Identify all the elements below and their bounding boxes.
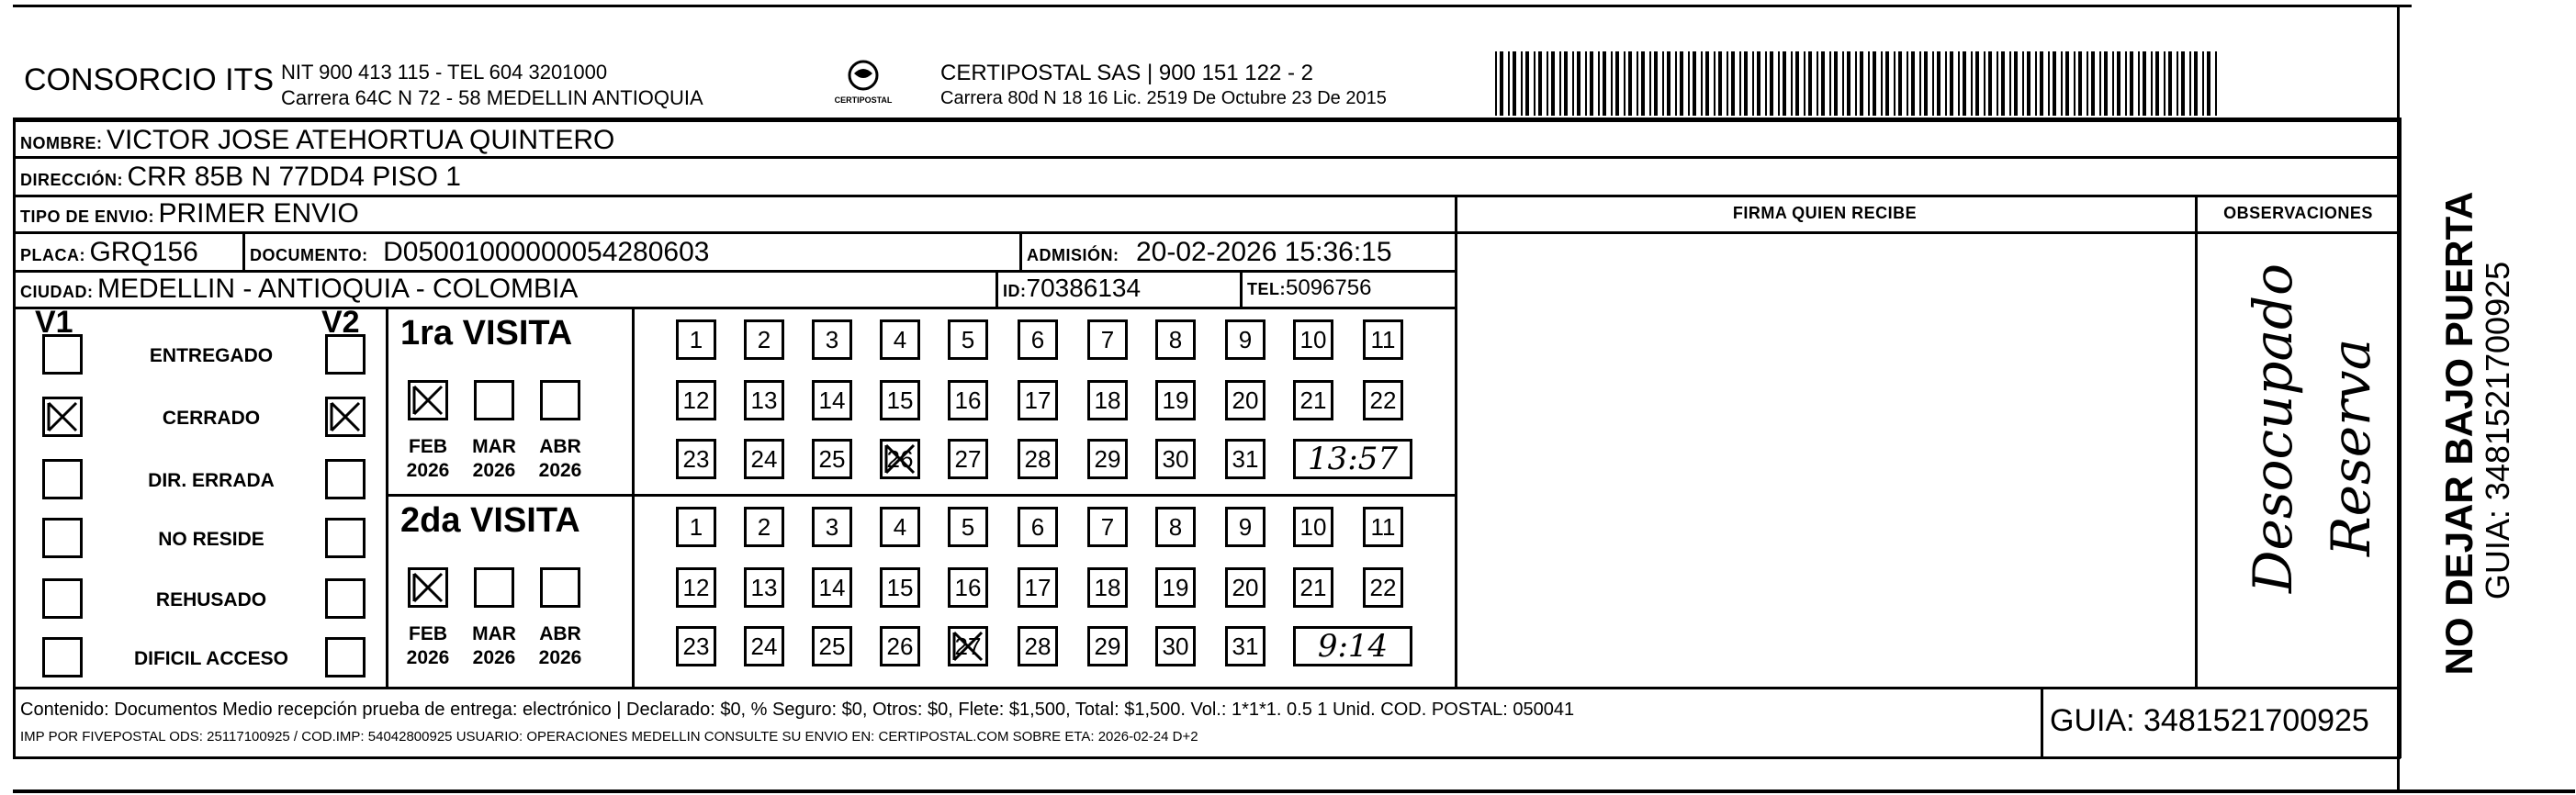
barcode-bar <box>1598 51 1600 116</box>
day-box[interactable]: 10 <box>1293 507 1333 547</box>
day-box[interactable]: 2 <box>744 507 784 547</box>
day-box[interactable]: 8 <box>1155 319 1196 360</box>
nombre-value: VICTOR JOSE ATEHORTUA QUINTERO <box>106 125 615 155</box>
nombre-row <box>20 125 614 156</box>
company-name: CONSORCIO ITS <box>24 62 275 97</box>
observaciones-word-1: Desocupado <box>2242 263 2304 593</box>
month-year: 2026 <box>538 647 582 668</box>
day-box[interactable]: 3 <box>812 319 852 360</box>
day-box[interactable]: 29 <box>1087 626 1128 666</box>
month-checkbox[interactable] <box>474 380 514 420</box>
barcode-bar <box>1603 51 1606 116</box>
day-box[interactable]: 15 <box>880 567 920 608</box>
barcode-bar <box>2189 51 2191 116</box>
x-mark-icon <box>411 383 445 418</box>
barcode-bar <box>2112 51 2114 116</box>
barcode-bar <box>1821 51 1825 116</box>
barcode-bar <box>1770 51 1773 116</box>
day-box[interactable]: 23 <box>676 439 716 479</box>
barcode-bar <box>2009 51 2011 116</box>
observaciones-word-2: Reserva <box>2320 338 2382 556</box>
barcode-bar <box>2104 51 2108 116</box>
barcode-bar <box>2035 51 2037 116</box>
placa-row <box>20 237 198 268</box>
day-box[interactable]: 15 <box>880 380 920 420</box>
footer-contenido: Contenido: Documentos Medio recepción prueba de entrega: electrónico | Declarado: $0, % Seguro: $0, Otros: $0, Flete: $1,500, Total: $1,500. Vol.: 1*1*1. 0.5 1 Unid. COD. POSTAL: 050041 <box>20 700 1575 720</box>
barcode-bar <box>1662 51 1664 116</box>
side-guia: GUIA: 3481521700925 <box>2479 261 2516 600</box>
ciudad-row <box>20 274 578 305</box>
day-box[interactable]: 14 <box>812 380 852 420</box>
day-box[interactable]: 30 <box>1155 439 1196 479</box>
month-year: 2026 <box>472 460 516 481</box>
barcode-bar <box>1680 51 1683 116</box>
day-box[interactable]: 30 <box>1155 626 1196 666</box>
month-label <box>405 435 451 483</box>
v2-checkbox[interactable] <box>325 459 366 499</box>
barcode-bar <box>2065 51 2069 116</box>
day-box[interactable]: 12 <box>676 380 716 420</box>
tel-row <box>1247 275 1371 301</box>
day-box[interactable]: 6 <box>1018 319 1058 360</box>
barcode-bar <box>1919 51 1921 116</box>
day-box[interactable]: 11 <box>1363 507 1403 547</box>
barcode-bar <box>2194 51 2198 116</box>
barcode-bar <box>1714 51 1715 116</box>
barcode-bar <box>1860 51 1863 116</box>
day-box[interactable]: 7 <box>1087 507 1128 547</box>
month-label <box>537 622 583 670</box>
barcode-bar <box>1817 51 1818 116</box>
month-label <box>471 435 517 483</box>
barcode-bar <box>1718 51 1722 116</box>
barcode-bar <box>1783 51 1786 116</box>
day-box[interactable]: 19 <box>1155 380 1196 420</box>
barcode-bar <box>2048 51 2050 116</box>
barcode-bar <box>1675 51 1677 116</box>
day-box[interactable]: 14 <box>812 567 852 608</box>
barcode-bar <box>1637 51 1638 116</box>
barcode-bar <box>2202 51 2204 116</box>
barcode-bar <box>1778 51 1780 116</box>
day-box[interactable]: 22 <box>1363 567 1403 608</box>
footer-guia: GUIA: 3481521700925 <box>2050 703 2369 738</box>
barcode-bar <box>1538 51 1542 116</box>
barcode-bar <box>1795 51 1799 116</box>
admision-row <box>1027 237 1392 268</box>
barcode-bar <box>1958 51 1960 116</box>
barcode-bar <box>1731 51 1735 116</box>
time-box[interactable] <box>1293 439 1412 479</box>
barcode-bar <box>1881 51 1883 116</box>
month-name: ABR <box>539 436 581 457</box>
barcode-bar <box>1744 51 1748 116</box>
status-label: DIFICIL ACCESO <box>133 648 288 669</box>
barcode-bar <box>2151 51 2153 116</box>
barcode-bar <box>2074 51 2075 116</box>
barcode-bar <box>2155 51 2159 116</box>
day-box[interactable]: 5 <box>948 507 988 547</box>
barcode-bar <box>1868 51 1870 116</box>
day-box[interactable]: 27 <box>948 439 988 479</box>
day-box[interactable]: 11 <box>1363 319 1403 360</box>
barcode-bar <box>2143 51 2146 116</box>
day-box[interactable]: 25 <box>812 439 852 479</box>
visit-title: 1ra VISITA <box>400 314 573 353</box>
v2-header: V2 <box>321 305 360 340</box>
month-checkbox[interactable] <box>408 567 448 608</box>
month-name: ABR <box>539 623 581 644</box>
day-box[interactable]: 1 <box>676 319 716 360</box>
tipo-label: TIPO DE ENVIO: <box>20 207 155 226</box>
barcode-bar <box>1842 51 1844 116</box>
barcode-bar <box>2078 51 2082 116</box>
barcode-bar <box>1808 51 1812 116</box>
day-box[interactable]: 26 <box>880 626 920 666</box>
barcode-bar <box>1547 51 1548 116</box>
barcode-bar <box>1873 51 1876 116</box>
time-box[interactable] <box>1293 626 1412 666</box>
barcode-bar <box>1924 51 1928 116</box>
barcode-bar <box>1551 51 1555 116</box>
x-mark-icon <box>45 399 80 434</box>
barcode-bar <box>1577 51 1580 116</box>
barcode-bar <box>1804 51 1805 116</box>
day-box[interactable]: 5 <box>948 319 988 360</box>
status-label: DIR. ERRADA <box>148 470 275 491</box>
day-box[interactable]: 8 <box>1155 507 1196 547</box>
barcode <box>1495 51 2221 116</box>
barcode-bar <box>1829 51 1831 116</box>
tipo-value: PRIMER ENVIO <box>158 198 359 229</box>
direccion-row <box>20 162 461 193</box>
direccion-value: CRR 85B N 77DD4 PISO 1 <box>127 162 461 192</box>
barcode-bar <box>1765 51 1767 116</box>
barcode-bar <box>1585 51 1587 116</box>
barcode-bar <box>1688 51 1690 116</box>
barcode-bar <box>1855 51 1857 116</box>
documento-label: DOCUMENTO: <box>250 246 368 264</box>
barcode-bar <box>1649 51 1651 116</box>
barcode-bar <box>1885 51 1889 116</box>
barcode-bar <box>1950 51 1953 116</box>
day-box[interactable]: 4 <box>880 319 920 360</box>
month-checkbox[interactable] <box>474 567 514 608</box>
day-box[interactable]: 17 <box>1018 380 1058 420</box>
barcode-bar <box>1628 51 1632 116</box>
day-box[interactable]: 17 <box>1018 567 1058 608</box>
day-box[interactable]: 24 <box>744 439 784 479</box>
barcode-bar <box>1791 51 1793 116</box>
day-box[interactable]: 25 <box>812 626 852 666</box>
barcode-bar <box>1572 51 1574 116</box>
courier-line1: CERTIPOSTAL SAS | 900 151 122 - 2 <box>940 61 1313 85</box>
ciudad-value: MEDELLIN - ANTIOQUIA - COLOMBIA <box>96 274 579 304</box>
tipo-row <box>20 198 359 230</box>
barcode-bar <box>1667 51 1670 116</box>
day-box[interactable]: 19 <box>1155 567 1196 608</box>
barcode-bar <box>1975 51 1979 116</box>
v1-checkbox[interactable] <box>42 459 83 499</box>
v2-checkbox[interactable] <box>325 637 366 677</box>
v2-checkbox[interactable] <box>325 334 366 375</box>
day-box[interactable]: 1 <box>676 507 716 547</box>
barcode-bar <box>1757 51 1760 116</box>
placa-value: GRQ156 <box>89 237 198 267</box>
barcode-bar <box>2130 51 2133 116</box>
v1-checkbox[interactable] <box>42 518 83 558</box>
month-label <box>405 622 451 670</box>
month-name: MAR <box>472 436 516 457</box>
month-year: 2026 <box>406 460 450 481</box>
month-checkbox[interactable] <box>540 380 580 420</box>
day-box[interactable]: 29 <box>1087 439 1128 479</box>
barcode-bar <box>1611 51 1613 116</box>
barcode-bar <box>2207 51 2210 116</box>
day-box[interactable]: 24 <box>744 626 784 666</box>
barcode-bar <box>1997 51 1998 116</box>
barcode-bar <box>1564 51 1568 116</box>
barcode-bar <box>1945 51 1947 116</box>
day-box[interactable]: 4 <box>880 507 920 547</box>
day-box[interactable]: 16 <box>948 567 988 608</box>
direccion-label: DIRECCIÓN: <box>20 171 123 189</box>
documento-row <box>250 237 709 268</box>
day-box[interactable]: 10 <box>1293 319 1333 360</box>
barcode-bar <box>2053 51 2056 116</box>
handwritten-time: 9:14 <box>1317 628 1389 665</box>
ciudad-label: CIUDAD: <box>20 283 94 301</box>
month-checkbox[interactable] <box>540 567 580 608</box>
barcode-bar <box>2027 51 2030 116</box>
barcode-bar <box>1654 51 1658 116</box>
day-box[interactable]: 21 <box>1293 567 1333 608</box>
barcode-bar <box>1525 51 1529 116</box>
day-box[interactable]: 28 <box>1018 626 1058 666</box>
company-line2: Carrera 64C N 72 - 58 MEDELLIN ANTIOQUIA <box>281 86 703 109</box>
barcode-bar <box>2091 51 2095 116</box>
v1-checkbox[interactable] <box>42 637 83 677</box>
day-box[interactable]: 13 <box>744 567 784 608</box>
x-mark-icon <box>951 629 985 664</box>
logo-text: CERTIPOSTAL <box>834 95 893 105</box>
v1-checkbox[interactable] <box>42 578 83 619</box>
day-box[interactable]: 28 <box>1018 439 1058 479</box>
barcode-bar <box>2181 51 2185 116</box>
barcode-bar <box>2168 51 2172 116</box>
v2-checkbox[interactable] <box>325 518 366 558</box>
barcode-bar <box>1937 51 1940 116</box>
barcode-bar <box>1508 51 1510 116</box>
placa-label: PLACA: <box>20 246 85 264</box>
month-label <box>537 435 583 483</box>
barcode-bar <box>2099 51 2101 116</box>
courier-line2: Carrera 80d N 18 16 Lic. 2519 De Octubre 23 De 2015 <box>940 88 1387 108</box>
tel-label: TEL: <box>1247 280 1286 298</box>
day-box[interactable]: 6 <box>1018 507 1058 547</box>
month-name: MAR <box>472 623 516 644</box>
barcode-bar <box>1739 51 1741 116</box>
barcode-bar <box>2164 51 2165 116</box>
barcode-bar <box>2138 51 2140 116</box>
barcode-bar <box>1495 51 1497 116</box>
day-box[interactable]: 12 <box>676 567 716 608</box>
day-box[interactable]: 23 <box>676 626 716 666</box>
v1-checkbox[interactable] <box>42 334 83 375</box>
month-name: FEB <box>409 623 447 644</box>
barcode-bar <box>1693 51 1696 116</box>
x-mark-icon <box>883 442 917 476</box>
barcode-bar <box>2087 51 2088 116</box>
documento-value: D05001000000054280603 <box>383 237 710 267</box>
id-value: 70386134 <box>1026 274 1142 302</box>
id-row <box>1003 274 1141 303</box>
admision-label: ADMISIÓN: <box>1027 246 1119 264</box>
barcode-bar <box>1590 51 1593 116</box>
status-label: REHUSADO <box>155 589 267 610</box>
day-box[interactable]: 26 <box>880 439 920 479</box>
barcode-bar <box>1624 51 1625 116</box>
barcode-bar <box>1513 51 1516 116</box>
status-label: CERRADO <box>162 408 261 429</box>
barcode-bar <box>1727 51 1728 116</box>
month-name: FEB <box>409 436 447 457</box>
footer-imp: IMP POR FIVEPOSTAL ODS: 25117100925 / COD.IMP: 54042800925 USUARIO: OPERACIONES MEDELLIN CONSULTE SU ENVIO EN: CERTIPOSTAL.COM SOBRE ETA: 2026-02-24 D+2 <box>20 729 1198 745</box>
day-box[interactable]: 18 <box>1087 567 1128 608</box>
barcode-bar <box>1911 51 1915 116</box>
day-box[interactable]: 31 <box>1225 439 1266 479</box>
day-box[interactable]: 31 <box>1225 626 1266 666</box>
day-box[interactable]: 20 <box>1225 380 1266 420</box>
barcode-bar <box>1534 51 1535 116</box>
barcode-bar <box>1500 51 1503 116</box>
month-year: 2026 <box>538 460 582 481</box>
barcode-bar <box>1705 51 1709 116</box>
barcode-bar <box>2014 51 2018 116</box>
visit-title: 2da VISITA <box>400 501 580 540</box>
barcode-bar <box>2177 51 2178 116</box>
day-box[interactable]: 9 <box>1225 319 1266 360</box>
barcode-bar <box>2061 51 2063 116</box>
day-box[interactable]: 9 <box>1225 507 1266 547</box>
day-box[interactable]: 16 <box>948 380 988 420</box>
month-label <box>471 622 517 670</box>
barcode-bar <box>1559 51 1561 116</box>
day-box[interactable]: 20 <box>1225 567 1266 608</box>
company-line1: NIT 900 413 115 - TEL 604 3201000 <box>281 61 608 84</box>
month-checkbox[interactable] <box>408 380 448 420</box>
barcode-bar <box>1847 51 1850 116</box>
barcode-bar <box>2117 51 2120 116</box>
side-warning: NO DEJAR BAJO PUERTA <box>2437 191 2480 676</box>
barcode-bar <box>1971 51 1973 116</box>
barcode-bar <box>2125 51 2127 116</box>
observaciones-header: OBSERVACIONES <box>2223 204 2373 222</box>
day-box[interactable]: 13 <box>744 380 784 420</box>
id-label: ID: <box>1003 282 1027 300</box>
status-label: ENTREGADO <box>149 345 274 366</box>
barcode-bar <box>2001 51 2005 116</box>
barcode-bar <box>1898 51 1902 116</box>
v2-checkbox[interactable] <box>325 578 366 619</box>
admision-value: 20-02-2026 15:36:15 <box>1135 237 1392 267</box>
handwritten-time: 13:57 <box>1308 441 1398 477</box>
day-box[interactable]: 2 <box>744 319 784 360</box>
barcode-bar <box>2022 51 2024 116</box>
barcode-bar <box>1963 51 1966 116</box>
barcode-bar <box>1521 51 1523 116</box>
barcode-bar <box>1834 51 1838 116</box>
barcode-bar <box>1641 51 1645 116</box>
v2-checkbox[interactable] <box>325 397 366 437</box>
day-box[interactable]: 27 <box>948 626 988 666</box>
barcode-bar <box>2215 51 2217 116</box>
barcode-bar <box>2040 51 2043 116</box>
barcode-bar <box>1701 51 1703 116</box>
x-mark-icon <box>411 570 445 605</box>
status-label: NO RESIDE <box>158 529 264 550</box>
x-mark-icon <box>328 399 363 434</box>
month-year: 2026 <box>472 647 516 668</box>
day-box[interactable]: 3 <box>812 507 852 547</box>
day-box[interactable]: 22 <box>1363 380 1403 420</box>
barcode-bar <box>1894 51 1895 116</box>
day-box[interactable]: 18 <box>1087 380 1128 420</box>
barcode-bar <box>1988 51 1992 116</box>
barcode-bar <box>1752 51 1754 116</box>
v1-checkbox[interactable] <box>42 397 83 437</box>
observaciones-handwriting <box>2204 241 2397 681</box>
nombre-label: NOMBRE: <box>20 134 103 152</box>
day-box[interactable]: 21 <box>1293 380 1333 420</box>
day-box[interactable]: 7 <box>1087 319 1128 360</box>
barcode-bar <box>1984 51 1985 116</box>
certipostal-logo <box>827 59 900 110</box>
barcode-bar <box>1907 51 1908 116</box>
tel-value: 5096756 <box>1286 275 1372 300</box>
firma-header: FIRMA QUIEN RECIBE <box>1732 204 1918 222</box>
barcode-bar <box>1932 51 1934 116</box>
barcode-bar <box>1615 51 1619 116</box>
v1-header: V1 <box>35 305 73 340</box>
month-year: 2026 <box>406 647 450 668</box>
